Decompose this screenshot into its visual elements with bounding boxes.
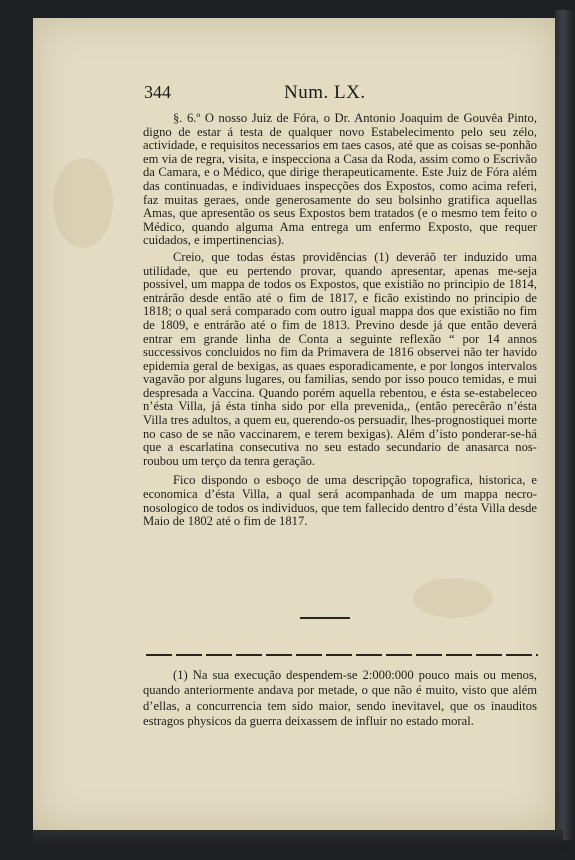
body-text xyxy=(143,110,537,529)
footnote xyxy=(143,668,537,729)
paragraph-1: §. 6.º O nosso Juiz de Fóra, o Dr. Antonio Joaquim de Gouvêa Pinto, digno de estar á testa de qualquer novo Estabelecimento pelo seu zélo, actividade, e requisitos necessarios em taes casos, até que as coisas se-ponhão em via de regra, visita, e inspecciona a Casa da Roda, assim como o Escrivão da Camara, e o Médico, que dirige therapeuticamente. Este Juiz de Fóra além das continuadas, e individuaes inspecções dos Expostos, como acima referi, faz muitas geraes, onde generosamente do seu bolsinho gratifica aquellas Amas, que apresentão os seus Expostos bem tratados (e o mesmo tem feito o Médico, quando alguma Ama entrega um enfermo Exposto, que requer cuidados, e impertinencias). xyxy=(143,111,537,248)
paper-stain xyxy=(53,158,113,248)
paragraph-3: Fico dispondo o esboço de uma descripção topografica, historica, e economica d’ésta Villa, a qual será acompanhada de um mappa necro-nosologico de todos os individuos, que tem fallecido dentro d’ésta Villa desde Maio de 1802 até o fim de 1817. xyxy=(143,473,537,529)
page-number: 344 xyxy=(144,82,171,102)
running-title: Num. LX. xyxy=(284,82,366,103)
footnote-text: (1) Na sua execução despendem-se 2:000:000 pouco mais ou menos, quando anteriormente andava por metade, o que não é muito, visto que além d’ellas, a concurrencia tem sido maior, sendo inevitavel, que os inauditos estragos physicos da guerra deixassem de influir no estado moral. xyxy=(143,668,537,728)
paragraph-2: Creio, que todas éstas providências (1) deveráõ ter induzido uma utilidade, que eu pertendo provar, quando apresentar, apenas me-seja possivel, um mappa de todos os Expostos, que existião no principio de 1814, entrárão desde então até o fim de 1817, e ficão existindo no principio de 1818; o qual será comparado com outro igual mappa dos que existião no fim de 1809, e entrárão até o fim de 1813. Previno desde já que então deverá entrar em grande linha de Conta a seguinte reflexão “ por 14 annos successivos concluidos no fim da Primavera de 1816 observei não ter havido epidemia geral de bexigas, as quaes esporadicamente, e por longos intervalos vagavão por alguns lugares, ou familias, sendo por isso pouco temidas, e mui despresada a Vaccina. Quando porém aquella rebentou, e ésta se-estabeleceo n’ésta Villa, já ésta tinha sido por ella prevenida,, (então perecêrão n’ésta Villa tres adultos, a quem eu, querendo-os persuadir, lhes-prognostiquei morte no caso de se não vaccinarem, e terem bexigas). Além d’isto ponderar-se-há que a escarlatina consecutiva no seu estado secundario de anasarca nos-roubou um terço da tenra geração. xyxy=(143,249,537,468)
page-bottom-edge xyxy=(33,830,563,850)
section-rule xyxy=(300,617,350,619)
footnote-rule xyxy=(146,654,538,656)
page-edge xyxy=(555,10,575,840)
paper-stain xyxy=(413,578,493,618)
